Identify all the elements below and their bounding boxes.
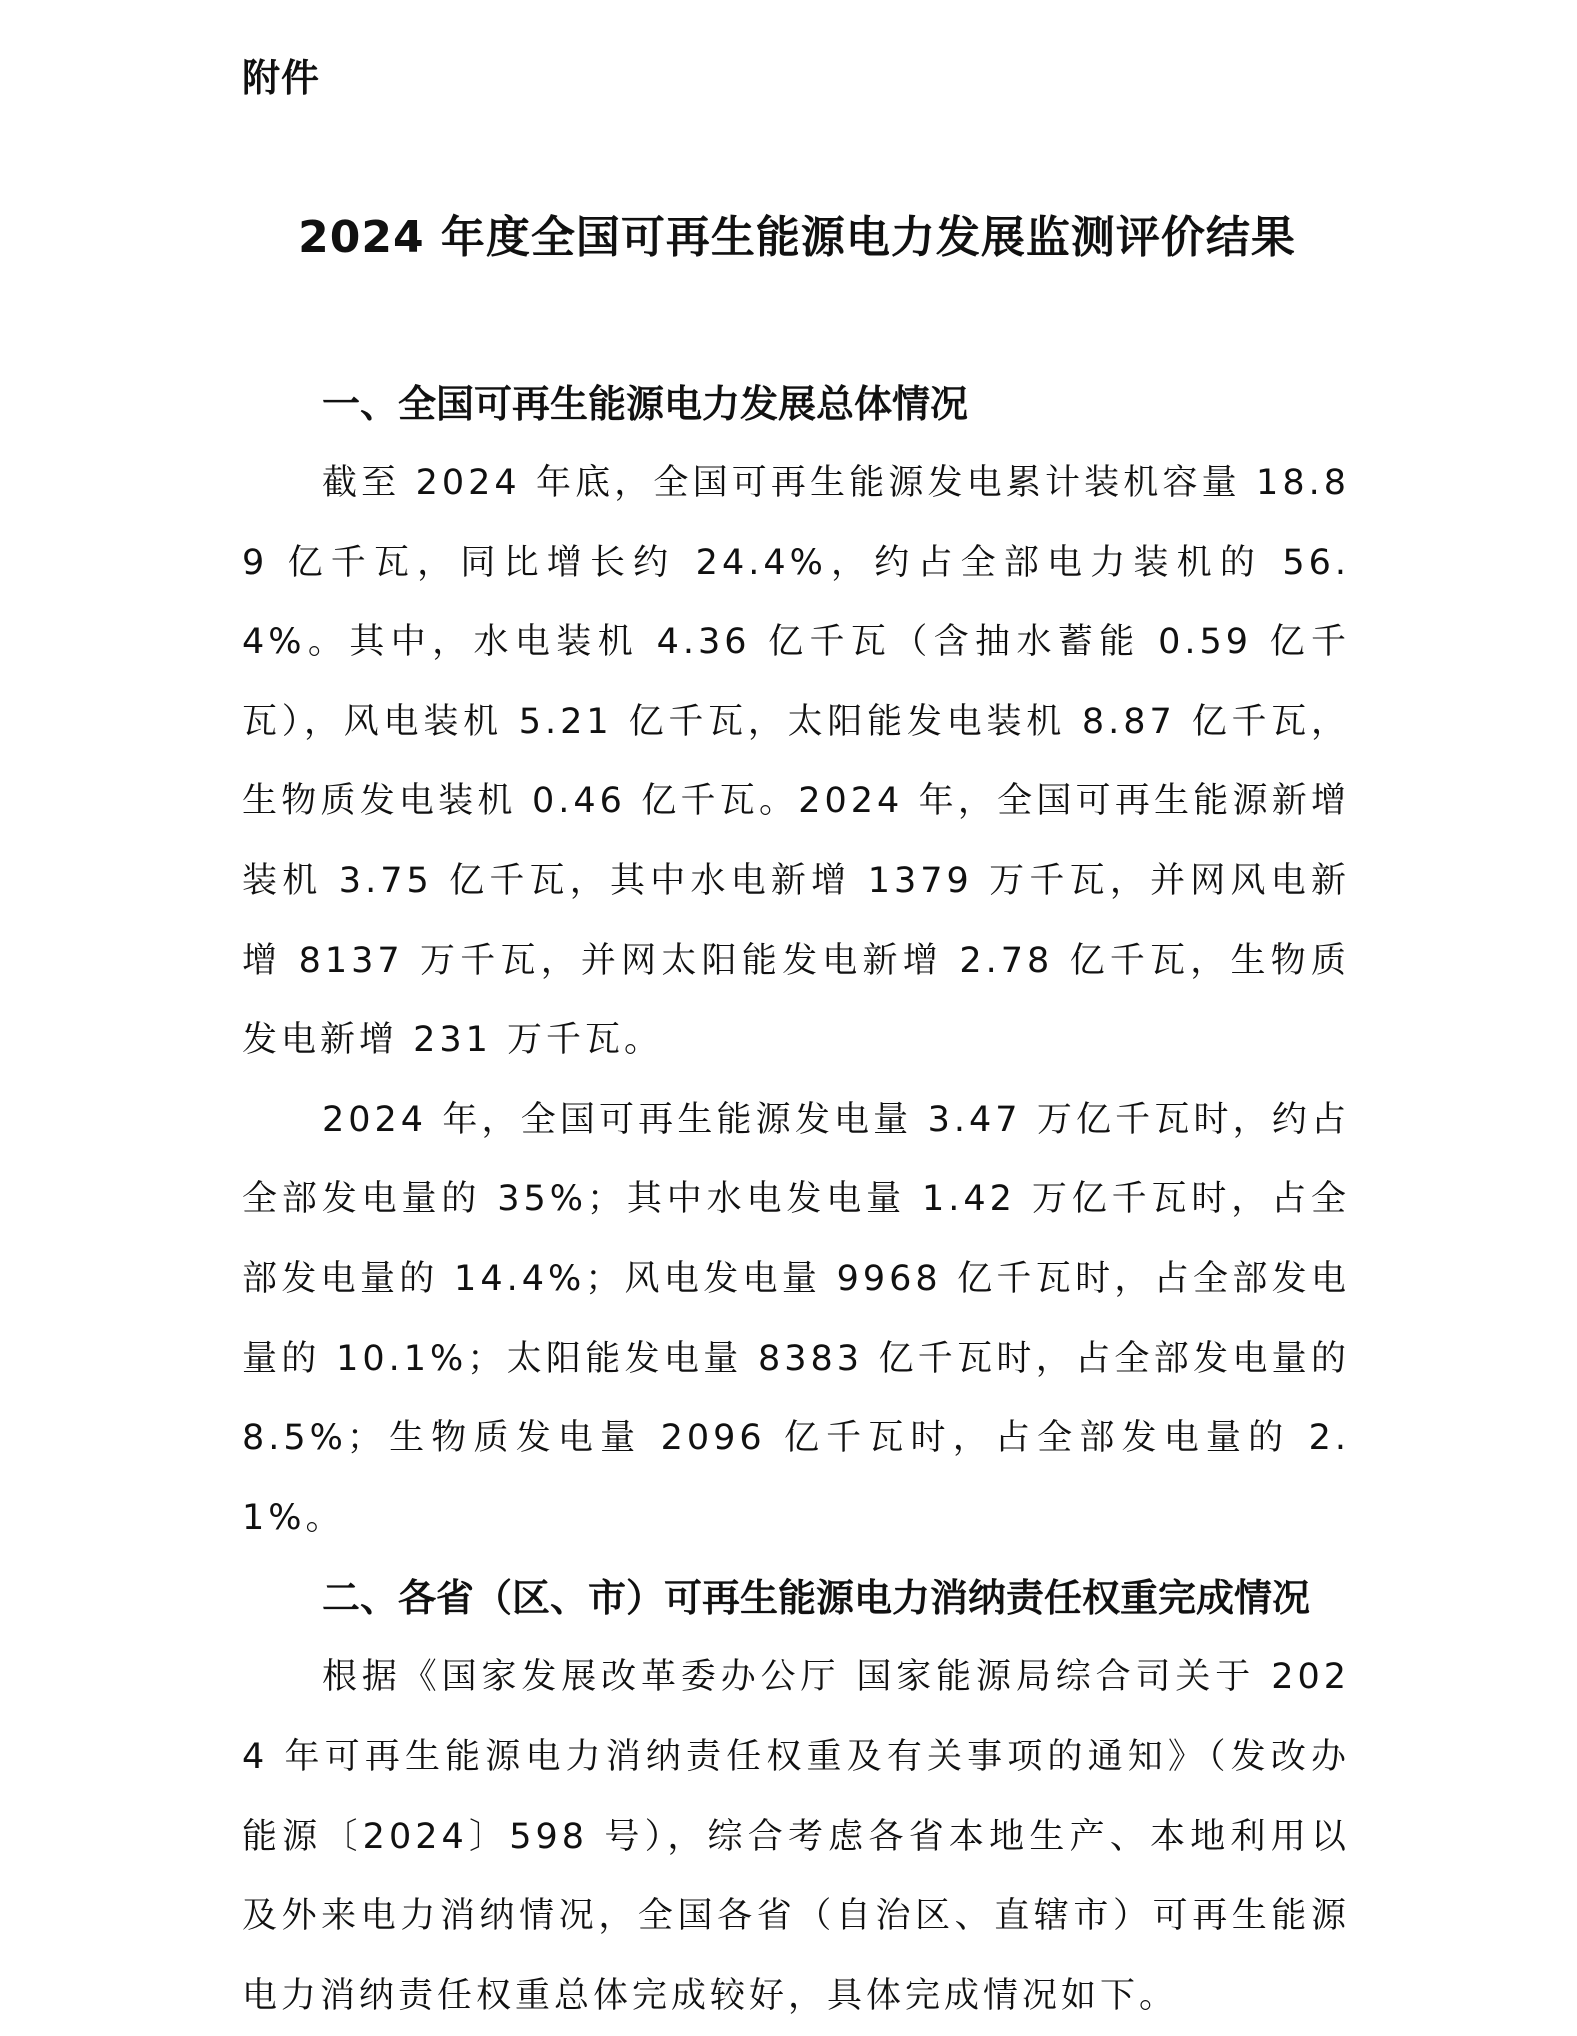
section-provincial-consumption xyxy=(242,1558,1350,2036)
section-heading: 二、各省（区、市）可再生能源电力消纳责任权重完成情况 xyxy=(322,1576,1311,1621)
document-title: 2024 年度全国可再生能源电力发展监测评价结果 xyxy=(298,212,1296,263)
paragraph-consumption-weights: 根据《国家发展改革委办公厅 国家能源局综合司关于 2024 年可再生能源电力消纳责任权重及有关事项的通知》（发改办能源〔2024〕598 号），综合考虑各省本地生产、本地利用以及外来电力消纳情况，全国各省（自治区、直辖市）可再生能源电力消纳责任权重总体完成较好，具体完成情况如下。 xyxy=(242,1657,1350,2016)
section-heading: 一、全国可再生能源电力发展总体情况 xyxy=(322,382,969,426)
attachment-label: 附件 xyxy=(242,56,321,100)
paragraph-installed-capacity: 截至 2024 年底，全国可再生能源发电累计装机容量 18.89 亿千瓦，同比增长约 24.4%，约占全部电力装机的 56.4%。其中，水电装机 4.36 亿千瓦（含抽水蓄能 0.59 亿千瓦），风电装机 5.21 亿千瓦，太阳能发电装机 8.87 亿千瓦，生物质发电装机 0.46 亿千瓦。2024 年，全国可再生能源新增装机 3.75 亿千瓦，其中水电新增 1379 万千瓦，并网风电新增 8137 万千瓦，并网太阳能发电新增 2.78 亿千瓦，生物质发电新增 231 万千瓦。 xyxy=(242,463,1350,1061)
section-overall-development xyxy=(242,364,1350,1558)
document-body xyxy=(242,364,1350,2036)
paragraph-generation: 2024 年，全国可再生能源发电量 3.47 万亿千瓦时，约占全部发电量的 35%；其中水电发电量 1.42 万亿千瓦时，占全部发电量的 14.4%；风电发电量 9968 亿千瓦时，占全部发电量的 10.1%；太阳能发电量 8383 亿千瓦时，占全部发电量的 8.5%；生物质发电量 2096 亿千瓦时，占全部发电量的 2.1%。 xyxy=(242,1099,1350,1538)
